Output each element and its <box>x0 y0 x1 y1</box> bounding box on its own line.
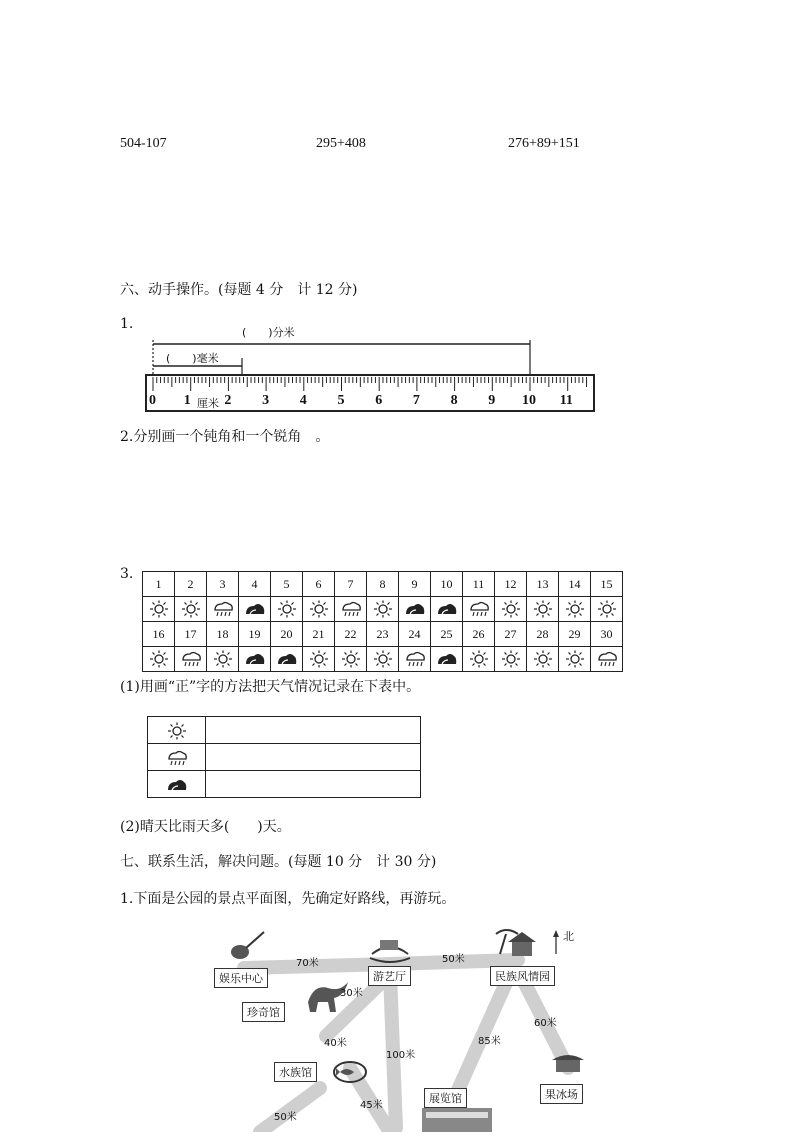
calendar-day-cell: 21 <box>303 622 335 647</box>
calendar-weather-cell <box>463 647 495 672</box>
distance-50-bottom: 50米 <box>274 1112 297 1123</box>
sunny-icon <box>212 650 234 668</box>
calendar-weather-cell <box>335 597 367 622</box>
label-decimeter: ( )分米 <box>242 326 295 339</box>
ruler-unit-label: 厘米 <box>197 397 219 410</box>
distance-85: 85米 <box>478 1036 501 1047</box>
expression-2: 295+408 <box>316 136 366 151</box>
calendar-day-cell: 30 <box>591 622 623 647</box>
calendar-day-cell: 5 <box>271 572 303 597</box>
rainy-icon <box>166 749 188 767</box>
calendar-day-cell: 29 <box>559 622 591 647</box>
place-zhenqi: 珍奇馆 <box>242 1002 285 1022</box>
section7-q1: 1.下面是公园的景点平面图，先确定好路线，再游玩。 <box>120 891 456 907</box>
calendar-day-cell: 24 <box>399 622 431 647</box>
calendar-weather-cell <box>463 597 495 622</box>
cloudy-icon <box>436 650 458 668</box>
calendar-weather-cell <box>527 597 559 622</box>
sunny-icon <box>148 650 170 668</box>
calendar-day-cell: 6 <box>303 572 335 597</box>
calendar-days-row-1 <box>143 572 623 597</box>
record-weather-cell <box>148 717 206 744</box>
expression-1: 504-107 <box>120 136 167 151</box>
record-row <box>148 771 421 798</box>
sunny-icon <box>340 650 362 668</box>
cloudy-icon <box>436 600 458 618</box>
sunny-icon <box>372 600 394 618</box>
sunny-icon <box>596 600 618 618</box>
calendar-day-cell: 28 <box>527 622 559 647</box>
calendar-weather-cell <box>303 647 335 672</box>
calendar-weather-cell <box>271 597 303 622</box>
sunny-icon <box>500 650 522 668</box>
calendar-day-cell: 4 <box>239 572 271 597</box>
palm-house-icon <box>496 930 536 956</box>
calendar-weather-cell <box>495 597 527 622</box>
calendar-weather-row-1 <box>143 597 623 622</box>
section7-title: 七、联系生活，解决问题。(每题 10 分 计 30 分) <box>120 854 437 870</box>
q3-sub2: (2)晴天比雨天多( )天。 <box>120 819 291 835</box>
place-minzu: 民族风情园 <box>490 966 555 986</box>
sunny-icon <box>166 722 188 740</box>
calendar-weather-cell <box>239 597 271 622</box>
sunny-icon <box>500 600 522 618</box>
calendar-days-row-2 <box>143 622 623 647</box>
rainy-icon <box>596 650 618 668</box>
calendar-day-cell: 12 <box>495 572 527 597</box>
distance-30: 30米 <box>340 988 363 999</box>
north-label: 北 <box>563 930 574 943</box>
calendar-weather-cell <box>271 647 303 672</box>
rainy-icon <box>180 650 202 668</box>
calendar-weather-cell <box>143 597 175 622</box>
record-tally-cell[interactable] <box>206 744 421 771</box>
guitar-icon <box>231 932 264 959</box>
cloudy-icon <box>276 650 298 668</box>
calendar-weather-cell <box>559 647 591 672</box>
calendar-day-cell: 27 <box>495 622 527 647</box>
calendar-day-cell: 25 <box>431 622 463 647</box>
section6-title: 六、动手操作。(每题 4 分 计 12 分) <box>120 282 358 298</box>
record-table <box>147 716 421 798</box>
calendar-weather-cell <box>207 647 239 672</box>
ruler-number: 0 <box>149 393 156 408</box>
calendar-day-cell: 22 <box>335 622 367 647</box>
sunny-icon <box>148 600 170 618</box>
calendar-day-cell: 23 <box>367 622 399 647</box>
record-row <box>148 744 421 771</box>
distance-100: 100米 <box>386 1050 416 1061</box>
sunny-icon <box>532 650 554 668</box>
sunny-icon <box>564 650 586 668</box>
calendar-weather-cell <box>495 647 527 672</box>
calendar-weather-cell <box>207 597 239 622</box>
ruler-number: 11 <box>559 393 573 408</box>
calendar-weather-cell <box>143 647 175 672</box>
ruler-number: 9 <box>488 393 496 408</box>
sunny-icon <box>468 650 490 668</box>
cloudy-icon <box>404 600 426 618</box>
ruler-number: 2 <box>224 393 232 408</box>
calendar-day-cell: 20 <box>271 622 303 647</box>
calendar-weather-cell <box>239 647 271 672</box>
calendar-day-cell: 17 <box>175 622 207 647</box>
calendar-weather-cell <box>591 647 623 672</box>
sunny-icon <box>564 600 586 618</box>
place-youyi: 游艺厅 <box>368 966 411 986</box>
sunny-icon <box>532 600 554 618</box>
ruler-number: 8 <box>450 393 458 408</box>
record-weather-cell <box>148 744 206 771</box>
ruler-number: 1 <box>183 393 191 408</box>
distance-70: 70米 <box>296 958 319 969</box>
calendar-weather-cell <box>367 647 399 672</box>
calendar-weather-cell <box>399 597 431 622</box>
calendar-weather-cell <box>431 597 463 622</box>
distance-40: 40米 <box>324 1038 347 1049</box>
calendar-day-cell: 14 <box>559 572 591 597</box>
calendar-day-cell: 19 <box>239 622 271 647</box>
calendar-weather-cell <box>175 597 207 622</box>
calendar-weather-row-2 <box>143 647 623 672</box>
calendar-weather-cell <box>591 597 623 622</box>
calendar-day-cell: 18 <box>207 622 239 647</box>
ruler-number: 3 <box>262 393 270 408</box>
q2-text: 2.分别画一个钝角和一个锐角 。 <box>120 429 330 445</box>
record-tally-cell[interactable] <box>206 771 421 798</box>
north-arrow-icon <box>553 930 559 954</box>
place-guobing: 果冰场 <box>540 1084 583 1104</box>
calendar-day-cell: 11 <box>463 572 495 597</box>
calendar-weather-cell <box>335 647 367 672</box>
sunny-icon <box>372 650 394 668</box>
calendar-day-cell: 2 <box>175 572 207 597</box>
rainy-icon <box>340 600 362 618</box>
ruler-number: 5 <box>337 393 345 408</box>
expression-3: 276+89+151 <box>508 136 580 151</box>
calendar-day-cell: 15 <box>591 572 623 597</box>
distance-45: 45米 <box>360 1100 383 1111</box>
rainy-icon <box>212 600 234 618</box>
park-map <box>200 918 620 1132</box>
calendar-day-cell: 26 <box>463 622 495 647</box>
calendar-weather-cell <box>431 647 463 672</box>
sunny-icon <box>180 600 202 618</box>
cloudy-icon <box>166 776 188 794</box>
place-zhanlan: 展览馆 <box>424 1088 467 1108</box>
calendar-day-cell: 9 <box>399 572 431 597</box>
calendar-weather-cell <box>559 597 591 622</box>
ruler-number: 4 <box>299 393 307 408</box>
place-yule: 娱乐中心 <box>214 968 268 988</box>
calendar-day-cell: 3 <box>207 572 239 597</box>
calendar-day-cell: 1 <box>143 572 175 597</box>
record-row <box>148 717 421 744</box>
calendar-weather-cell <box>527 647 559 672</box>
sunny-icon <box>308 650 330 668</box>
calendar-day-cell: 8 <box>367 572 399 597</box>
distance-60: 60米 <box>534 1018 557 1029</box>
ruler-number: 6 <box>375 393 383 408</box>
calendar-weather-cell <box>399 647 431 672</box>
rainy-icon <box>404 650 426 668</box>
calendar-weather-cell <box>367 597 399 622</box>
calendar-weather-cell <box>175 647 207 672</box>
cloudy-icon <box>244 600 266 618</box>
calendar-day-cell: 10 <box>431 572 463 597</box>
record-tally-cell[interactable] <box>206 717 421 744</box>
cloudy-icon <box>244 650 266 668</box>
calendar-day-cell: 13 <box>527 572 559 597</box>
label-millimeter: ( )毫米 <box>166 352 219 365</box>
ruler-number: 7 <box>412 393 420 408</box>
calendar-weather-cell <box>303 597 335 622</box>
place-shuizu: 水族馆 <box>274 1062 317 1082</box>
sunny-icon <box>276 600 298 618</box>
q3-number: 3. <box>120 566 134 582</box>
ice-stand-icon <box>552 1055 584 1072</box>
calendar-day-cell: 7 <box>335 572 367 597</box>
calendar-day-cell: 16 <box>143 622 175 647</box>
sunny-icon <box>308 600 330 618</box>
rainy-icon <box>468 600 490 618</box>
ruler-number: 10 <box>522 393 536 408</box>
exhibition-hall-icon <box>422 1108 492 1132</box>
distance-50-top: 50米 <box>442 954 465 965</box>
q3-sub1: (1)用画“正”字的方法把天气情况记录在下表中。 <box>120 679 421 695</box>
q1-number: 1. <box>120 316 134 332</box>
weather-calendar <box>142 571 623 672</box>
record-weather-cell <box>148 771 206 798</box>
